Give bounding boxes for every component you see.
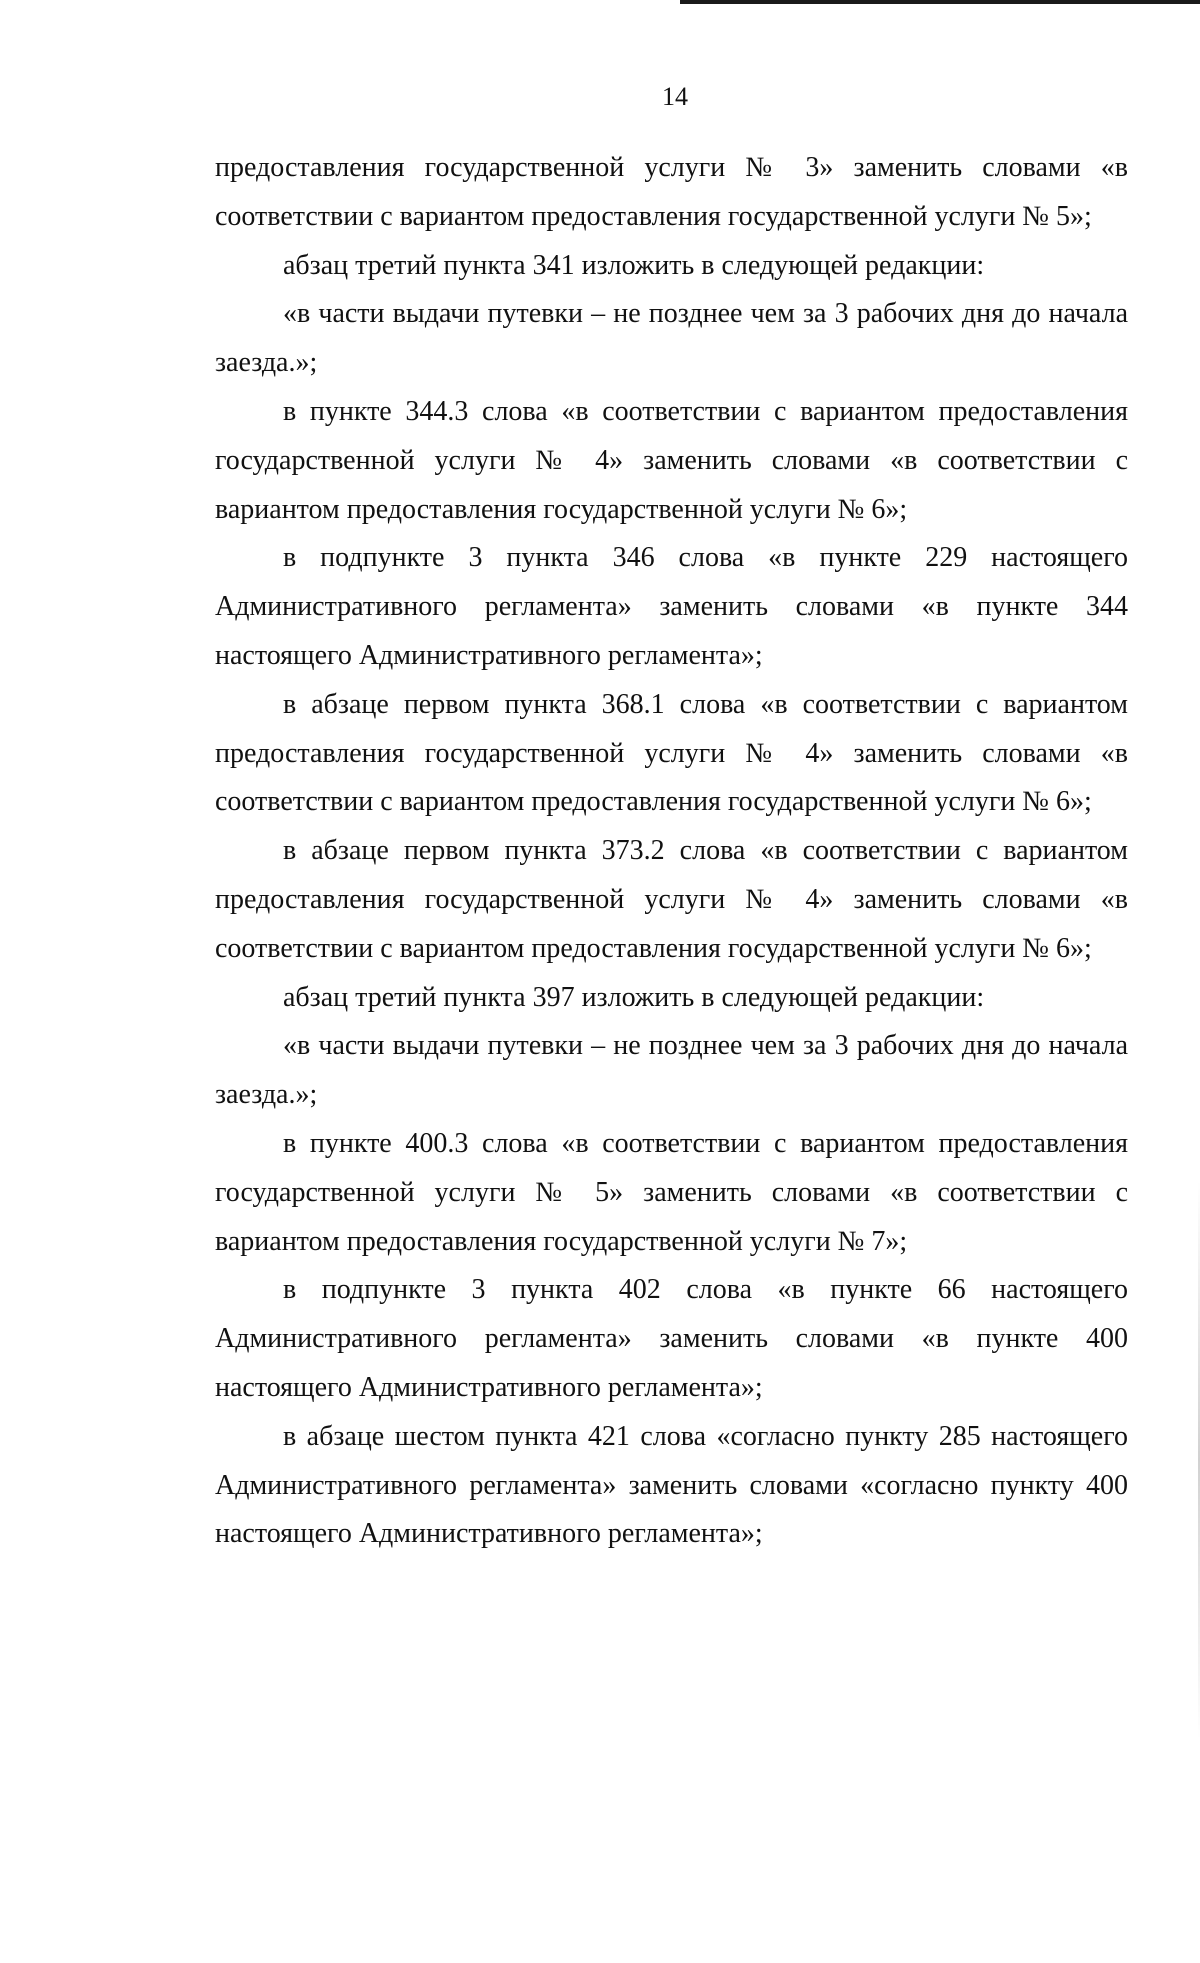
paragraph-amendment-368-1: в абзаце первом пункта 368.1 слова «в соответствии с вариантом предоставления государственной услуги № 4» заменить словами «в соответствии с вариантом предоставления государственной услуги № 6»;: [215, 688, 1128, 818]
paragraph-amendment-400-3: в пункте 400.3 слова «в соответствии с вариантом предоставления государственной услуги № 5» заменить словами «в соответствии с вариантом предоставления государственной услуги № 7»;: [215, 1127, 1128, 1257]
paragraph-amendment-341: абзац третий пункта 341 изложить в следующей редакции:: [283, 249, 985, 281]
paragraph-amendment-344-3: в пункте 344.3 слова «в соответствии с вариантом предоставления государственной услуги № 4» заменить словами «в соответствии с вариантом предоставления государственной услуги № 6»;: [215, 395, 1128, 525]
scan-edge-top: [680, 0, 1200, 4]
paragraph-quote-341: «в части выдачи путевки – не позднее чем за 3 рабочих дня до начала заезда.»;: [215, 298, 1128, 379]
paragraph-amendment-421: в абзаце шестом пункта 421 слова «согласно пункту 285 настоящего Административного регламента» заменить словами «согласно пункту 400 настоящего Административного регламента»;: [215, 1420, 1128, 1550]
paragraph-amendment-402: в подпункте 3 пункта 402 слова «в пункте 66 настоящего Административного регламента» заменить словами «в пункте 400 настоящего Административного регламента»;: [215, 1274, 1128, 1403]
paragraph-amendment-346: в подпункте 3 пункта 346 слова «в пункте 229 настоящего Административного регламента» заменить словами «в пункте 344 настоящего Административного регламента»;: [215, 542, 1128, 671]
paragraph-quote-397: «в части выдачи путевки – не позднее чем за 3 рабочих дня до начала заезда.»;: [215, 1030, 1128, 1111]
document-body: [215, 144, 1128, 1559]
paragraph-amendment-397: абзац третий пункта 397 изложить в следующей редакции:: [283, 981, 985, 1013]
page-number: 14: [662, 82, 688, 111]
paragraph-continuation: предоставления государственной услуги № 3» заменить словами «в соответствии с вариантом предоставления государственной услуги № 5»;: [215, 152, 1128, 232]
paragraph-amendment-373-2: в абзаце первом пункта 373.2 слова «в соответствии с вариантом предоставления государственной услуги № 4» заменить словами «в соответствии с вариантом предоставления государственной услуги № 6»;: [215, 835, 1128, 964]
